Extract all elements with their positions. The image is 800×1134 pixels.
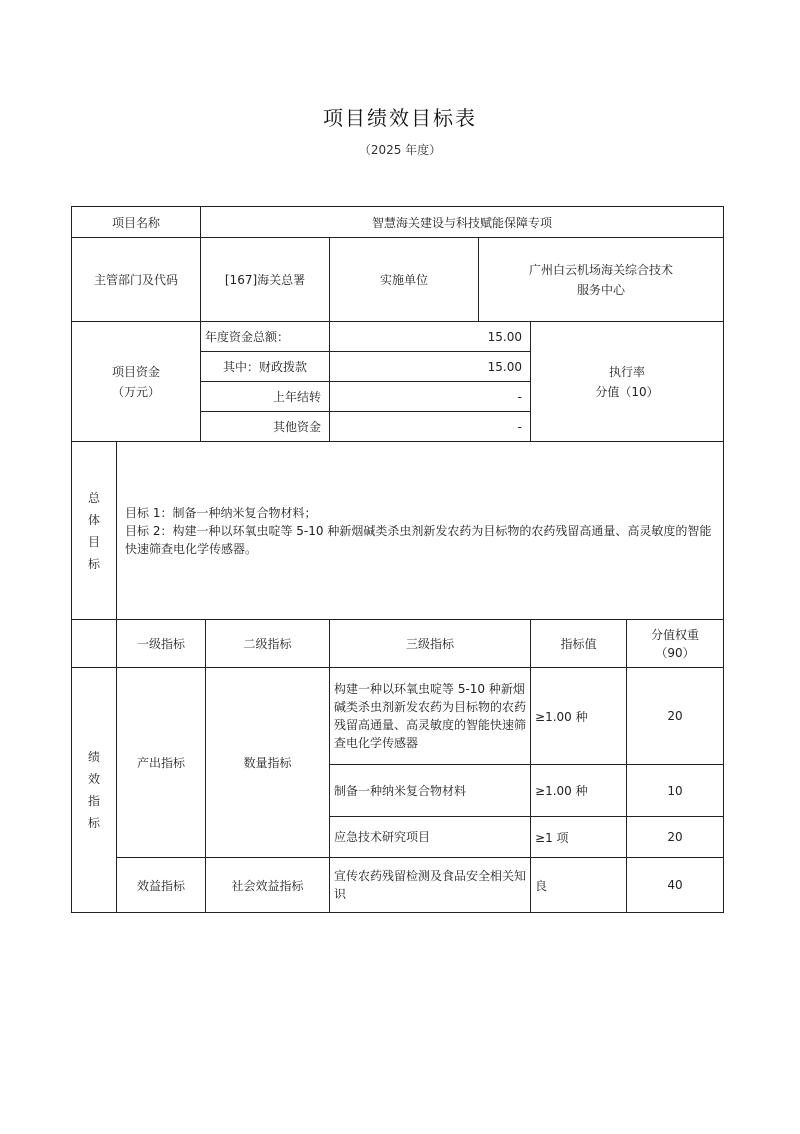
funds-label: 项目资金 （万元）	[72, 322, 201, 442]
header-value: 指标值	[531, 620, 627, 668]
fiscal-label: 其中：财政拨款	[201, 352, 330, 382]
annual-total-label: 年度资金总额：	[201, 322, 330, 352]
output-value-3: ≥1 项	[531, 817, 627, 858]
fiscal-value: 15.00	[330, 352, 531, 382]
performance-table	[71, 206, 724, 913]
header-weight: 分值权重 （90）	[627, 620, 724, 668]
header-level3: 三级指标	[330, 620, 531, 668]
annual-total-value: 15.00	[330, 322, 531, 352]
header-level1: 一级指标	[117, 620, 206, 668]
overall-goal-label: 总 体 目 标	[72, 442, 117, 620]
output-weight-1: 20	[627, 668, 724, 765]
goal-2: 目标 2：构建一种以环氧虫啶等 5-10 种新烟碱类杀虫剂新发农药为目标物的农药残留高通量、高灵敏度的智能快速筛查电化学传感器。	[125, 523, 712, 556]
perf-indicator-label: 绩 效 指 标	[72, 668, 117, 913]
carryover-value: -	[330, 382, 531, 412]
benefit-level1: 效益指标	[117, 858, 206, 913]
output-level2: 数量指标	[206, 668, 330, 858]
project-name-label: 项目名称	[72, 207, 201, 238]
output-level3-2: 制备一种纳米复合物材料	[330, 765, 531, 817]
goal-1: 目标 1：制备一种纳米复合物材料；	[125, 505, 317, 520]
output-value-1: ≥1.00 种	[531, 668, 627, 765]
header-level2: 二级指标	[206, 620, 330, 668]
carryover-label: 上年结转	[201, 382, 330, 412]
benefit-weight: 40	[627, 858, 724, 913]
overall-goal-text	[117, 442, 724, 620]
other-funds-label: 其他资金	[201, 412, 330, 442]
output-weight-2: 10	[627, 765, 724, 817]
output-value-2: ≥1.00 种	[531, 765, 627, 817]
impl-unit-label: 实施单位	[330, 238, 479, 322]
other-funds-value: -	[330, 412, 531, 442]
benefit-level2: 社会效益指标	[206, 858, 330, 913]
page-subtitle: （2025 年度）	[358, 143, 442, 157]
output-level3-3: 应急技术研究项目	[330, 817, 531, 858]
benefit-value: 良	[531, 858, 627, 913]
benefit-level3: 宣传农药残留检测及食品安全相关知识	[330, 858, 531, 913]
output-level3-1: 构建一种以环氧虫啶等 5-10 种新烟碱类杀虫剂新发农药为目标物的农药残留高通量、高灵敏度的智能快速筛查电化学传感器	[330, 668, 531, 765]
output-weight-3: 20	[627, 817, 724, 858]
project-name-value: 智慧海关建设与科技赋能保障专项	[201, 207, 724, 238]
dept-value: [167]海关总署	[201, 238, 330, 322]
dept-label: 主管部门及代码	[72, 238, 201, 322]
header-blank	[72, 620, 117, 668]
impl-unit-value: 广州白云机场海关综合技术 服务中心	[479, 238, 724, 322]
output-level1: 产出指标	[117, 668, 206, 858]
exec-rate-label: 执行率 分值（10）	[531, 322, 724, 442]
page-title: 项目绩效目标表	[323, 106, 477, 130]
